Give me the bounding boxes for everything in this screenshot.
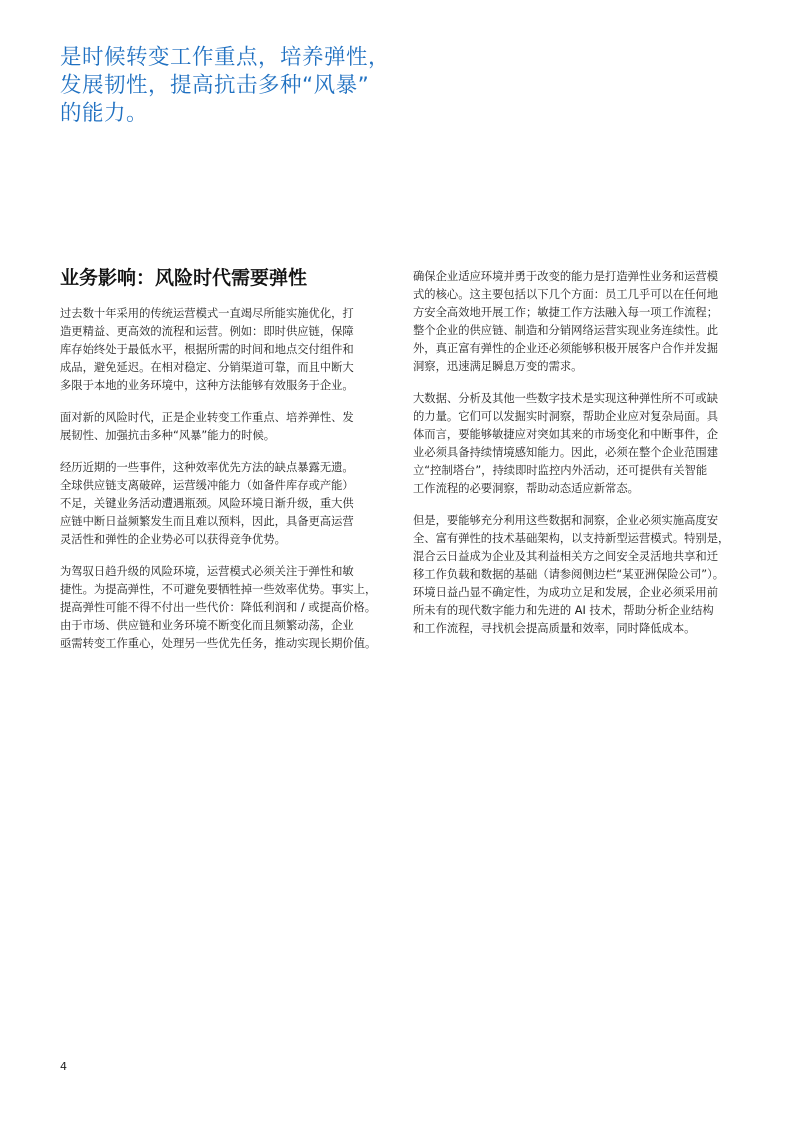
paragraph xyxy=(413,512,743,638)
text-line: 库存始终处于最低水平，根据所需的时间和地点交付组件和 xyxy=(60,343,354,356)
text-line: 经历近期的一些事件，这种效率优先方法的缺点暴露无遗。 xyxy=(60,461,354,474)
text-line: 为驾驭日趋升级的风险环境，运营模式必须关注于弹性和敏 xyxy=(60,565,354,578)
text-line: 亟需转变工作重心，处理另一些优先任务，推动实现长期价值。 xyxy=(60,637,377,650)
paragraph xyxy=(413,390,743,498)
text-line: 多限于本地的业务环境中，这种方法能够有效服务于企业。 xyxy=(60,379,354,392)
text-line: 式的核心。这主要包括以下几个方面：员工几乎可以在任何地 xyxy=(413,288,719,301)
text-line: 不足，关键业务活动遭遇瓶颈。风险环境日渐升级，重大供 xyxy=(60,497,354,510)
pull-quote-line: 的能力。 xyxy=(60,101,149,126)
text-line: 外，真正富有弹性的企业还必须能够积极开展客户合作并发掘 xyxy=(413,342,719,355)
text-line: 过去数十年采用的传统运营模式一直竭尽所能实施优化，打 xyxy=(60,307,354,320)
text-line: 造更精益、更高效的流程和运营。例如：即时供应链，保障 xyxy=(60,325,354,338)
text-line: 展韧性、加强抗击多种“风暴”能力的时候。 xyxy=(60,429,276,442)
text-line: 洞察，迅速满足瞬息万变的需求。 xyxy=(413,360,583,373)
text-line: 移工作负载和数据的基础（请参阅侧边栏“某亚洲保险公司”）。 xyxy=(413,568,725,581)
page-number: 4 xyxy=(60,1060,67,1073)
text-line: 全、富有弹性的技术基础架构，以支持新型运营模式。特别是， xyxy=(413,532,730,545)
paragraph xyxy=(60,409,385,445)
left-column xyxy=(60,266,385,667)
text-line: 业必须具备持续情境感知能力。因此，必须在整个企业范围建 xyxy=(413,446,719,459)
pull-quote-line: 发展韧性，提高抗击多种“风暴” xyxy=(60,73,370,98)
text-line: 捷性。为提高弹性，不可避免要牺牲掉一些效率优势。事实上， xyxy=(60,583,377,596)
pull-quote xyxy=(60,44,400,128)
text-line: 工作流程的必要洞察，帮助动态适应新常态。 xyxy=(413,482,639,495)
text-line: 方安全高效地开展工作；敏捷工作方法融入每一项工作流程； xyxy=(413,306,719,319)
text-line: 面对新的风险时代，正是企业转变工作重点、培养弹性、发 xyxy=(60,411,354,424)
text-line: 环境日益凸显不确定性，为成功立足和发展，企业必须采用前 xyxy=(413,586,719,599)
text-line: 所未有的现代数字能力和先进的 AI 技术，帮助分析企业结构 xyxy=(413,604,714,617)
text-line: 大数据、分析及其他一些数字技术是实现这种弹性所不可或缺 xyxy=(413,392,719,405)
right-column xyxy=(413,268,743,652)
text-line: 全球供应链支离破碎，运营缓冲能力（如备件库存或产能） xyxy=(60,479,354,492)
paragraph xyxy=(60,305,385,395)
text-line: 和工作流程，寻找机会提高质量和效率，同时降低成本。 xyxy=(413,622,696,635)
paragraph xyxy=(60,459,385,549)
text-line: 成品，避免延迟。在相对稳定、分销渠道可靠，而且中断大 xyxy=(60,361,354,374)
text-line: 的力量。它们可以发掘实时洞察，帮助企业应对复杂局面。具 xyxy=(413,410,719,423)
pull-quote-line: 是时候转变工作重点，培养弹性， xyxy=(60,45,391,70)
section-title: 业务影响：风险时代需要弹性 xyxy=(60,267,308,289)
text-line: 确保企业适应环境并勇于改变的能力是打造弹性业务和运营模 xyxy=(413,270,719,283)
text-line: 体而言，要能够敏捷应对突如其来的市场变化和中断事件，企 xyxy=(413,428,719,441)
text-line: 应链中断日益频繁发生而且难以预料，因此，具备更高运营 xyxy=(60,515,354,528)
text-line: 灵活性和弹性的企业势必可以获得竞争优势。 xyxy=(60,533,286,546)
text-line: 整个企业的供应链、制造和分销网络运营实现业务连续性。此 xyxy=(413,324,719,337)
paragraph xyxy=(413,268,743,376)
text-line: 混合云日益成为企业及其利益相关方之间安全灵活地共享和迁 xyxy=(413,550,719,563)
paragraph xyxy=(60,563,385,653)
text-line: 提高弹性可能不得不付出一些代价：降低利润和 / 或提高价格。 xyxy=(60,601,377,614)
text-line: 但是，要能够充分利用这些数据和洞察，企业必须实施高度安 xyxy=(413,514,719,527)
text-line: 由于市场、供应链和业务环境不断变化而且频繁动荡，企业 xyxy=(60,619,354,632)
text-line: 立“控制塔台”，持续即时监控内外活动，还可提供有关智能 xyxy=(413,464,708,477)
